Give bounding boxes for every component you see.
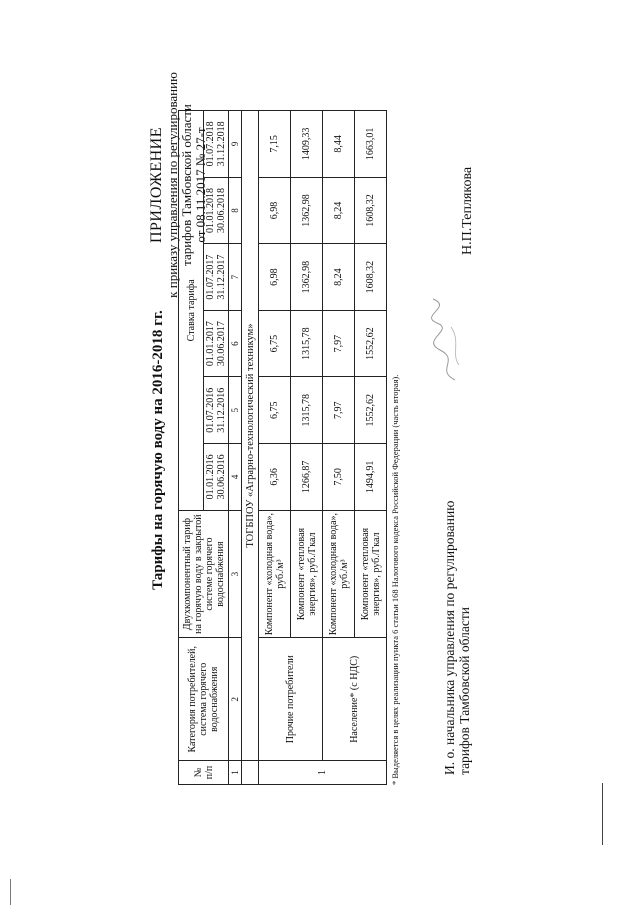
scan-mark [10,879,11,905]
period-header: 01.07.2016 31.12.2016 [204,377,229,444]
row-number: 1 [259,761,387,785]
value-cell: 1362,98 [291,177,323,244]
column-number: 8 [229,177,242,244]
col-tariff-header: Двухкомпонентный тариф на горячую воду в закрытой системе горячего водоснабжения [179,510,229,638]
component-cell: Компонент «холодная вода», руб./м³ [259,510,291,638]
signatory-name: Н.П.Теплякова [460,166,475,255]
value-cell: 8,24 [323,244,355,311]
column-number: 9 [229,111,242,178]
value-cell: 1315,78 [291,377,323,444]
component-cell: Компонент «тепловая энергия», руб./Гкал [291,510,323,638]
component-cell: Компонент «тепловая энергия», руб./Гкал [355,510,387,638]
appendix-line-1: к приказу управления по регулированию [165,72,180,298]
value-cell: 1663,01 [355,111,387,178]
period-header: 01.01.2018 30.06.2018 [204,177,229,244]
value-cell: 6,75 [259,377,291,444]
organization-row [242,111,259,785]
period-header: 01.07.2017 31.12.2017 [204,244,229,311]
appendix-line-2: тарифов Тамбовской области [179,104,194,266]
value-cell: 6,98 [259,244,291,311]
signatory-position-line-1: И. о. начальника управления по регулированию [442,500,457,775]
signatory-position [442,501,472,775]
value-cell: 1608,32 [355,244,387,311]
col-no-header: № п/п [179,761,229,785]
value-cell: 8,44 [323,111,355,178]
value-cell: 7,15 [259,111,291,178]
value-cell: 1552,62 [355,377,387,444]
scan-mark [602,783,603,845]
value-cell: 6,98 [259,177,291,244]
value-cell: 8,24 [323,177,355,244]
signatory-position-line-2: тарифов Тамбовской области [457,607,472,775]
column-number: 5 [229,377,242,444]
column-number: 7 [229,244,242,311]
col-rate-header: Ставка тарифа [179,111,204,511]
page-title: Тарифы на горячую воду на 2016-2018 гг. [150,310,166,590]
column-number: 1 [229,761,242,785]
column-number: 4 [229,444,242,511]
header-row-1 [179,111,204,785]
category-cell: Население* (с НДС) [323,638,387,761]
footnote: * Выделяется в целях реализации пункта 6 статьи 168 Налогового кодекса Российской Федерации (часть вторая). [390,374,400,785]
column-number: 2 [229,638,242,761]
col-category-header: Категория потребителей, система горячего водоснабжения [179,638,229,761]
column-number: 3 [229,510,242,638]
value-cell: 1409,33 [291,111,323,178]
category-cell: Прочие потребители [259,638,323,761]
component-cell: Компонент «холодная вода», руб./м³ [323,510,355,638]
value-cell: 7,97 [323,377,355,444]
table-row [259,111,291,785]
appendix-line-3: от 08.11.2017 № 27-т [193,127,208,243]
period-header: 01.01.2017 30.06.2017 [204,310,229,377]
value-cell: 1315,78 [291,310,323,377]
value-cell: 1362,98 [291,244,323,311]
signature-mark [425,295,470,385]
value-cell: 7,97 [323,310,355,377]
table-row [323,111,355,785]
value-cell: 7,50 [323,444,355,511]
period-header: 01.01.2016 30.06.2016 [204,444,229,511]
period-header: 01.07.2018 31.12.2018 [204,111,229,178]
organization-name: ТОГБПОУ «Аграрно-технологический техникум» [242,111,259,761]
column-number-row [229,111,242,785]
value-cell: 1608,32 [355,177,387,244]
value-cell: 6,36 [259,444,291,511]
tariff-table [178,110,387,785]
appendix-title: ПРИЛОЖЕНИЕ [148,127,165,244]
column-number: 6 [229,310,242,377]
value-cell: 1552,62 [355,310,387,377]
value-cell: 1494,91 [355,444,387,511]
value-cell: 1266,87 [291,444,323,511]
value-cell: 6,75 [259,310,291,377]
